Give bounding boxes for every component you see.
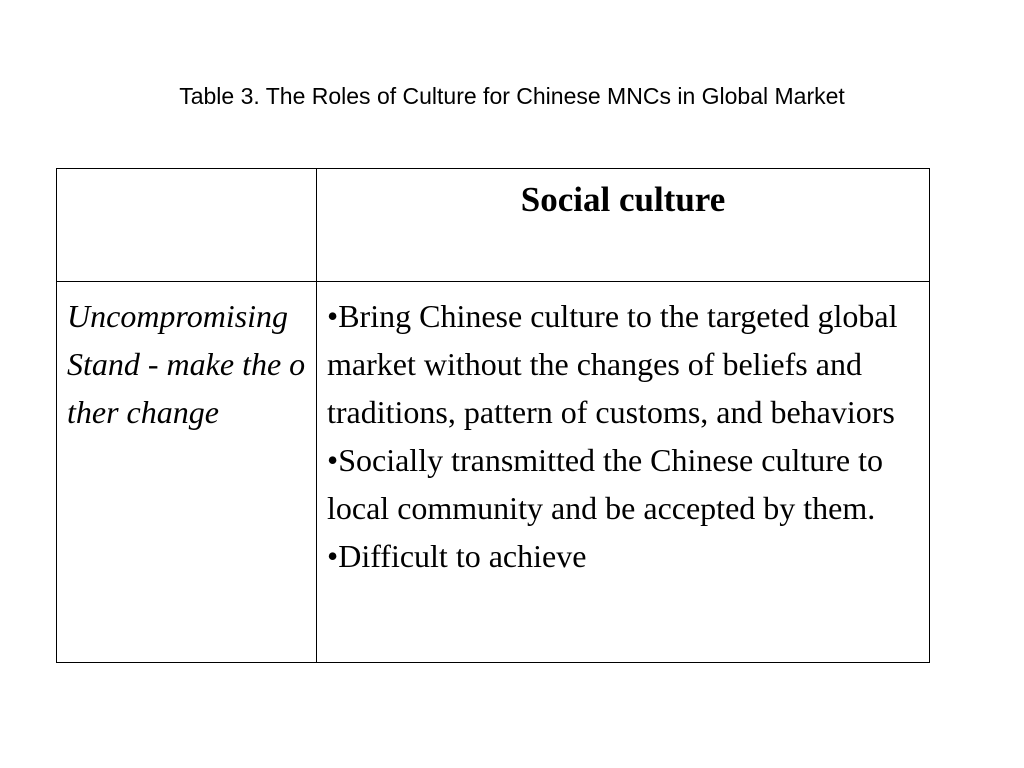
list-item: •Difficult to achieve [327, 538, 587, 574]
row-label [57, 282, 316, 436]
row-label-term: Uncompromising Stand [67, 298, 289, 382]
column-header-social-culture: Social culture [317, 169, 930, 282]
table-row [57, 282, 930, 663]
table-caption: Table 3. The Roles of Culture for Chinese MNCs in Global Market [179, 83, 845, 109]
row-label-dash: - [139, 346, 167, 382]
culture-roles-table [56, 168, 930, 663]
list-item: •Bring Chinese culture to the targeted global market without the changes of beliefs and traditions, pattern of customs, and behaviors [327, 298, 898, 430]
row-label-cell [57, 282, 317, 663]
list-item: •Socially transmitted the Chinese culture to local community and be accepted by them. [327, 442, 883, 526]
table-corner-cell [57, 169, 317, 282]
row-label-description: make the other change [67, 346, 306, 430]
table-header-row [57, 169, 930, 282]
bullet-list [317, 282, 929, 580]
social-culture-cell [317, 282, 930, 663]
